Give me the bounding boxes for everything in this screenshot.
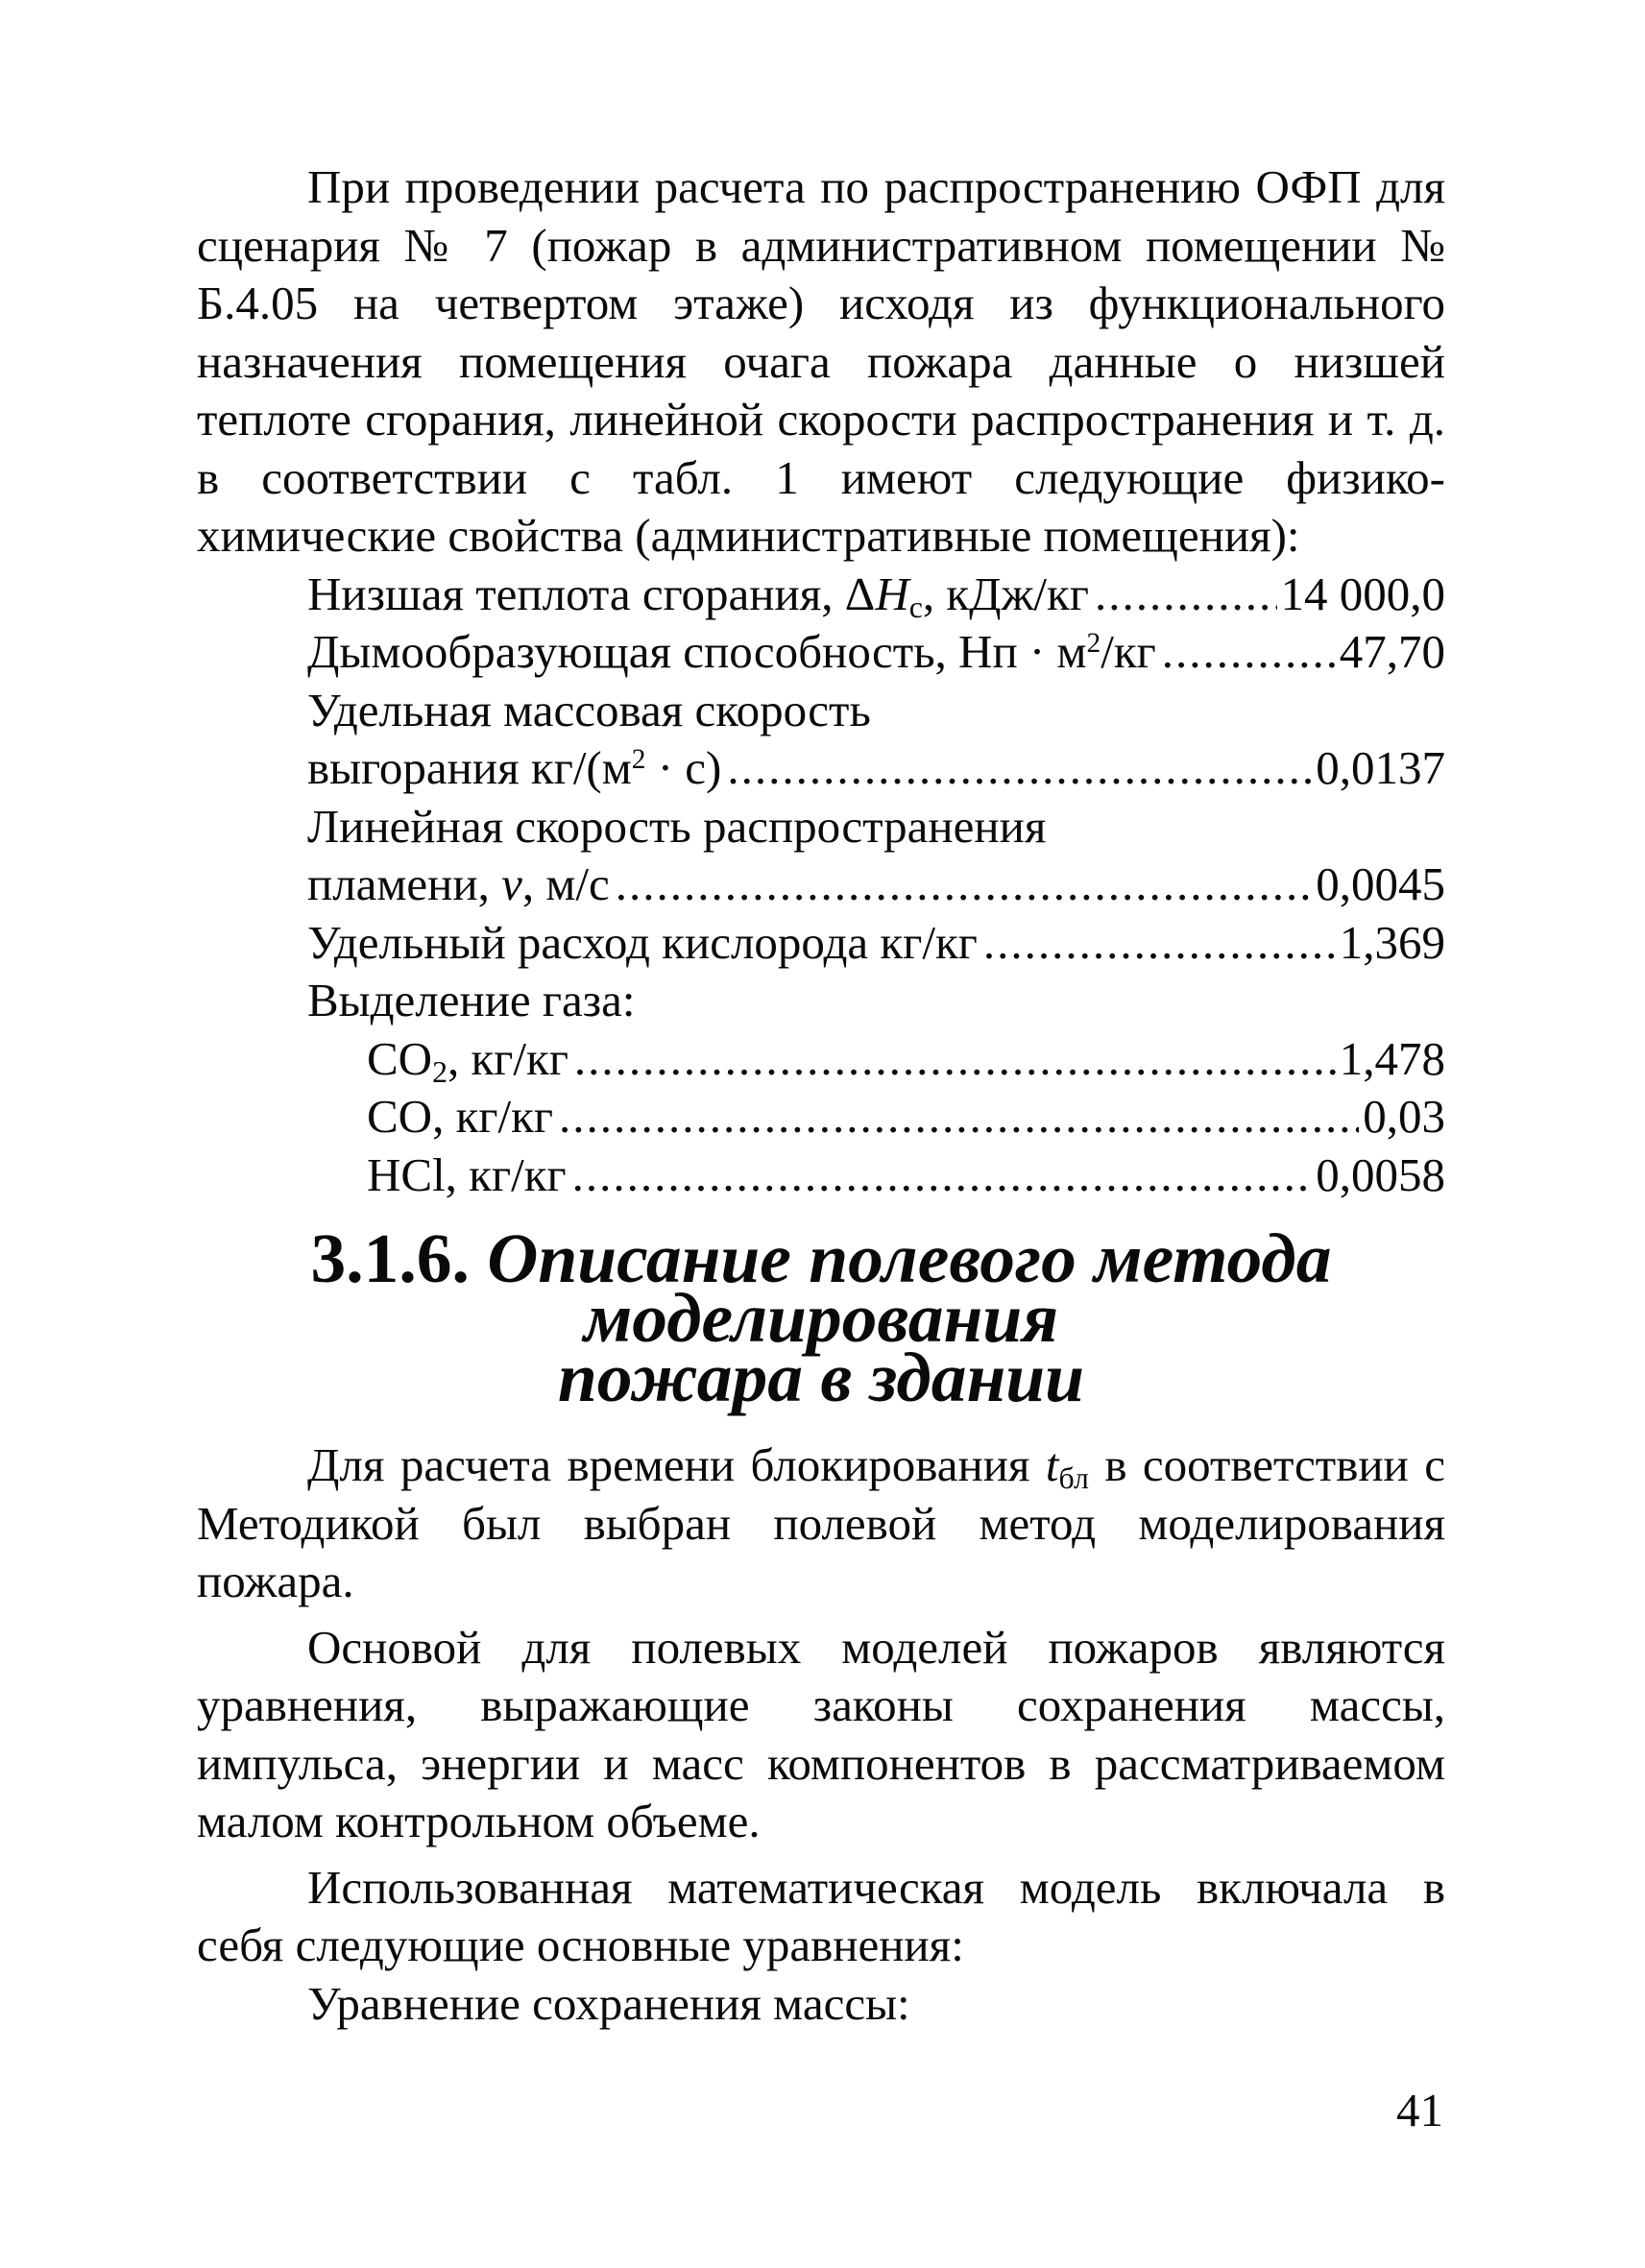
property-co-label: CO, кг/кг [367,1090,553,1143]
property-oxygen-value: 1,369 [1339,915,1445,969]
property-hcl-value: 0,0058 [1316,1147,1445,1201]
property-smoke-value: 47,70 [1339,625,1445,678]
property-oxygen-label: Удельный расход кислорода кг/кг [307,915,978,969]
paragraph-field-models: Основой для полевых моделей пожаров являются уравнения, выражающие законы сохранения массы, импульса, энергии и масс компонентов в рассматриваемом малом контрольном объеме. [197,1620,1445,1847]
property-flame-speed-value: 0,0045 [1316,857,1445,910]
page-number: 41 [1396,2084,1443,2136]
section-number: 3.1.6. [310,1219,470,1297]
section-heading [197,1219,1445,1416]
property-co2-label: $CO_2$, кг/кг [367,1031,568,1089]
page-body [197,158,1445,2033]
gas-release-title: Выделение газа: [307,974,636,1026]
property-heat-label: Низшая теплота сгорания, $\Delta H_c$, кДж/кг [307,567,1089,624]
leader-dots [572,1146,1313,1205]
property-co2 [307,1030,1445,1089]
property-burn-rate-line1: Удельная массовая скорость [307,683,871,736]
leader-dots [1095,566,1277,624]
section-title-line2: пожара в здании [557,1339,1085,1416]
property-burn-rate-value: 0,0137 [1316,741,1445,794]
property-co-value: 0,03 [1363,1090,1445,1143]
paragraph-blocking-time: Для расчета времени блокирования $t_{бл}$ в соответствии с Методикой был выбран полевой метод моделирования пожара. [197,1438,1445,1607]
leader-dots [574,1030,1336,1089]
leader-dots [727,739,1312,798]
leader-dots [616,856,1313,914]
property-smoke-label: Дымообразующая способность, Нп · $м^2/кг$ [307,625,1156,678]
property-flame-speed [307,856,1445,914]
property-burn-rate [307,739,1445,798]
paragraph-mass-conservation: Уравнение сохранения массы: [307,1976,910,2030]
leader-dots [559,1088,1359,1146]
property-oxygen [307,914,1445,973]
property-co [307,1088,1445,1146]
property-hcl-label: HCl, кг/кг [367,1147,567,1201]
property-flame-speed-label: пламени, v, м/с [307,857,610,910]
property-smoke [307,623,1445,682]
properties-list [307,566,1445,1205]
leader-dots [983,914,1336,973]
property-hcl [307,1146,1445,1205]
section-title-line1: Описание полевого метода моделирования [487,1219,1332,1357]
property-heat [307,566,1445,624]
property-heat-value: 14 000,0 [1280,567,1445,620]
property-co2-value: 1,478 [1339,1031,1445,1085]
property-flame-speed-line1: Линейная скорость распространения [307,799,1047,853]
leader-dots [1162,623,1336,682]
intro-paragraph: При проведении расчета по распространению ОФП для сценария № 7 (пожар в административном помещении № Б.4.05 на четвертом этаже) исходя из функционального назначения помещения очага пожара данные о низшей теплоте сгорания, линейной скорости распространения и т. д. в соответствии с табл. 1 имеют следующие физико-химические свойства (административные помещения): [197,160,1445,562]
paragraph-math-model: Использованная математическая модель включала в себя следующие основные уравнения: [197,1860,1445,1971]
property-burn-rate-label: выгорания $кг/(м^2 \cdot с)$ [307,741,722,794]
